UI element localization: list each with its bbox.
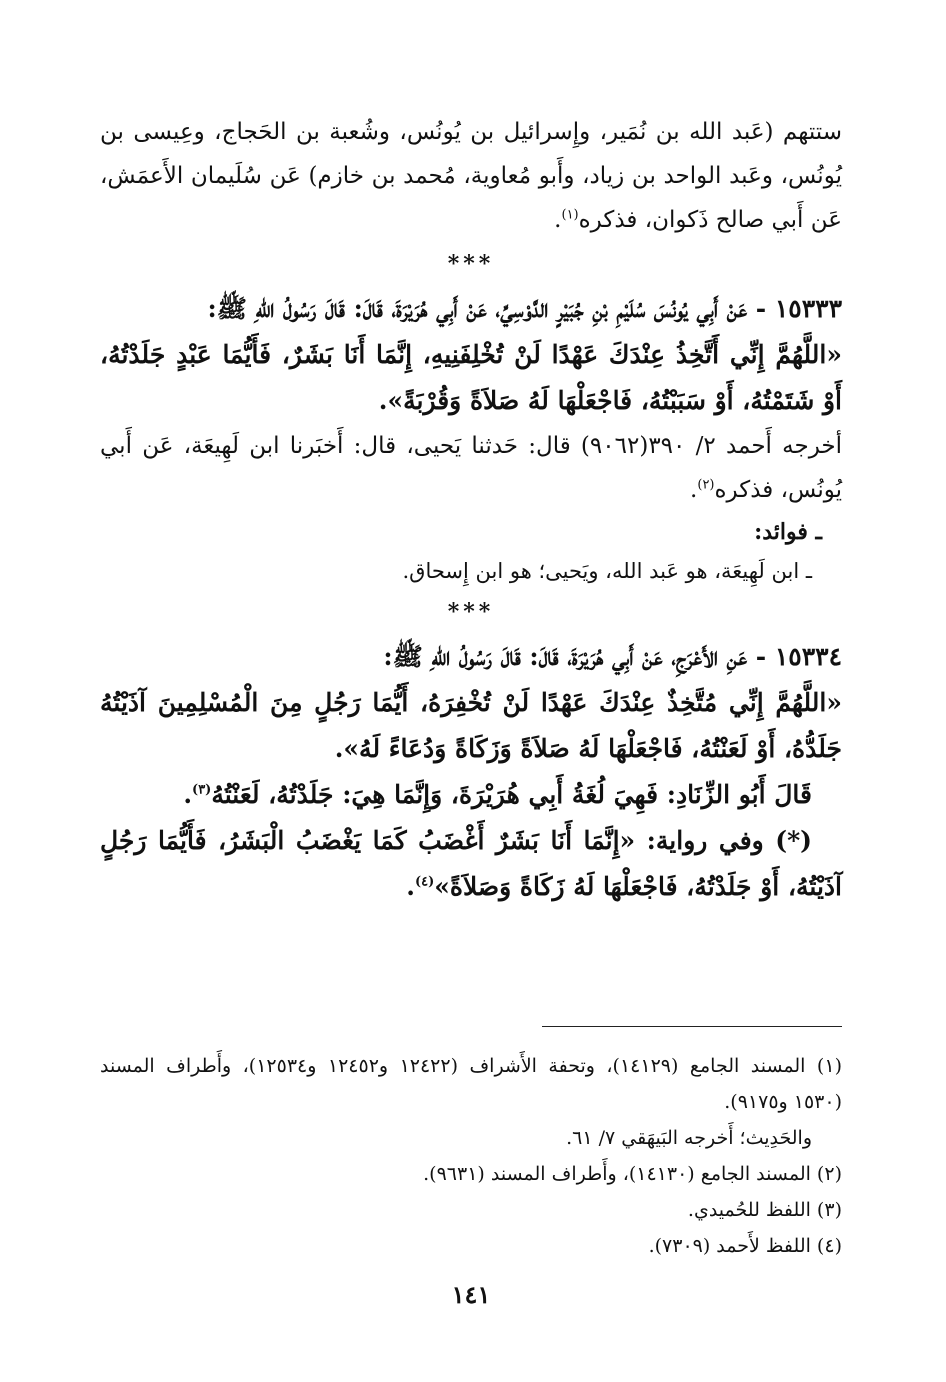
abu-zinad-text: قَالَ أَبُو الزِّنَادِ: فَهِيَ لُغَةُ أَبِي هُرَيْرَةَ، وَإِنَّمَا هِيَ: جَلَدْتُهُ، لَعَنْتُهُ xyxy=(211,780,812,809)
section-separator-2: *** xyxy=(447,599,495,625)
riwaya-note xyxy=(100,818,842,910)
footnotes xyxy=(100,1048,842,1264)
riwaya-text: (*) وفي رواية: «إِنَّمَا أَنَا بَشَرٌ أَغْضَبُ كَمَا يَغْضَبُ الْبَشَرُ، فَأَيُّمَا رَجُلٍ آذَيْتُهُ، أَوْ جَلَدْتُهُ، فَاجْعَلْهَا لَهُ زَكَاةً وَصَلاَةً» xyxy=(100,826,842,901)
abu-zinad-note xyxy=(100,772,842,818)
page-number: ١٤١ xyxy=(451,1280,491,1309)
fawaid-title: ـ فوائد: xyxy=(754,519,822,545)
footnote-ref-1[interactable]: (١) xyxy=(561,207,579,223)
takhrij-text: أخرجه أَحمد ٢/ ٣٩٠(٩٠٦٢) قال: حَدثنا يَحيى، قال: أَخبَرنا ابن لَهِيعَة، عَن أَبي يُونُس، فذكره xyxy=(100,433,842,503)
document-page xyxy=(100,110,842,1340)
footnote-3: (٣) اللفظ للحُميدي. xyxy=(687,1199,842,1221)
hadith-15333-text: «اللَّهُمَّ إِنِّي أَتَّخِذُ عِنْدَكَ عَهْدًا لَنْ تُخْلِفَنِيهِ، إِنَّمَا أَنَا بَشَرٌ، فَأَيُّمَا عَبْدٍ جَلَدْتُهُ، أَوْ شَتَمْتُهُ، أَوْ سَبَبْتُهُ، فَاجْعَلْهَا لَهُ صَلاَةً وَقُرْبَةً». xyxy=(100,340,842,415)
hadith-15334-text: «اللَّهُمَّ إِنِّي مُتَّخِذٌ عِنْدَكَ عَهْدًا لَنْ تُخْفِرَهُ، أَيُّمَا رَجُلٍ مِنَ الْمُسْلِمِينَ آذَيْتُهُ جَلَدُّهُ، أَوْ لَعَنْتُهُ، فَاجْعَلْهَا لَهُ صَلاَةً وَزَكَاةً وَدُعَاءً لَهُ». xyxy=(100,688,842,763)
riwaya-end: . xyxy=(406,872,415,901)
abu-zinad-end: . xyxy=(183,780,193,809)
footnote-ref-4[interactable]: (٤) xyxy=(414,874,435,890)
takhrij-end: . xyxy=(690,477,698,503)
footnote-4: (٤) اللفظ لأَحمد (٧٣٠٩). xyxy=(648,1235,842,1257)
intro-paragraph xyxy=(100,110,842,242)
intro-end: . xyxy=(554,207,562,233)
footnote-ref-2[interactable]: (٢) xyxy=(697,477,715,493)
footnote-divider xyxy=(542,1026,842,1027)
hadith-15333-takhrij xyxy=(100,424,842,512)
section-separator: *** xyxy=(447,251,495,277)
footnote-1: (١) المسند الجامع (١٤١٢٩)، وتحفة الأَشراف (١٢٤٢٢ و١٢٤٥٢ و١٢٥٣٤)، وأَطراف المسند (١٥٣٠ و٩١٧٥). xyxy=(100,1055,842,1113)
footnote-ref-3[interactable]: (٣) xyxy=(192,782,212,798)
hadith-15333-heading: ١٥٣٣٣ - عَنْ أَبِي يُونُسَ سُلَيْمِ بْنِ جُبَيْرٍ الدَّوْسِيِّ، عَنْ أَبِي هُرَيْرَةَ، قَالَ: قَالَ رَسُولُ اللهِ ﷺ: xyxy=(207,294,842,323)
footnote-2: (٢) المسند الجامع (١٤١٣٠)، وأَطراف المسند (٩٦٣١). xyxy=(423,1163,842,1185)
fawaid-item: ـ ابن لَهِيعَة، هو عَبد الله، ويَحيى؛ هو ابن إِسحاق. xyxy=(402,559,812,583)
hadith-15334-heading: ١٥٣٣٤ - عَنِ الأَعْرَجِ، عَنْ أَبِي هُرَيْرَةَ، قَالَ: قَالَ رَسُولُ اللهِ ﷺ: xyxy=(383,642,842,671)
intro-text: ستتهم (عَبد الله بن نُمَير، وإِسرائيل بن يُونُس، وشُعبة بن الحَجاج، وعِيسى بن يُونُس، وعَبد الواحد بن زياد، وأَبو مُعاوية، مُحمد بن خازم) عَن سُلَيمان الأَعمَش، عَن أَبي صالح ذَكوان، فذكره xyxy=(100,119,842,233)
footnote-1-continuation: والحَدِيث؛ أَخرجه البَيهَقي ٧/ ٦١. xyxy=(566,1127,812,1149)
